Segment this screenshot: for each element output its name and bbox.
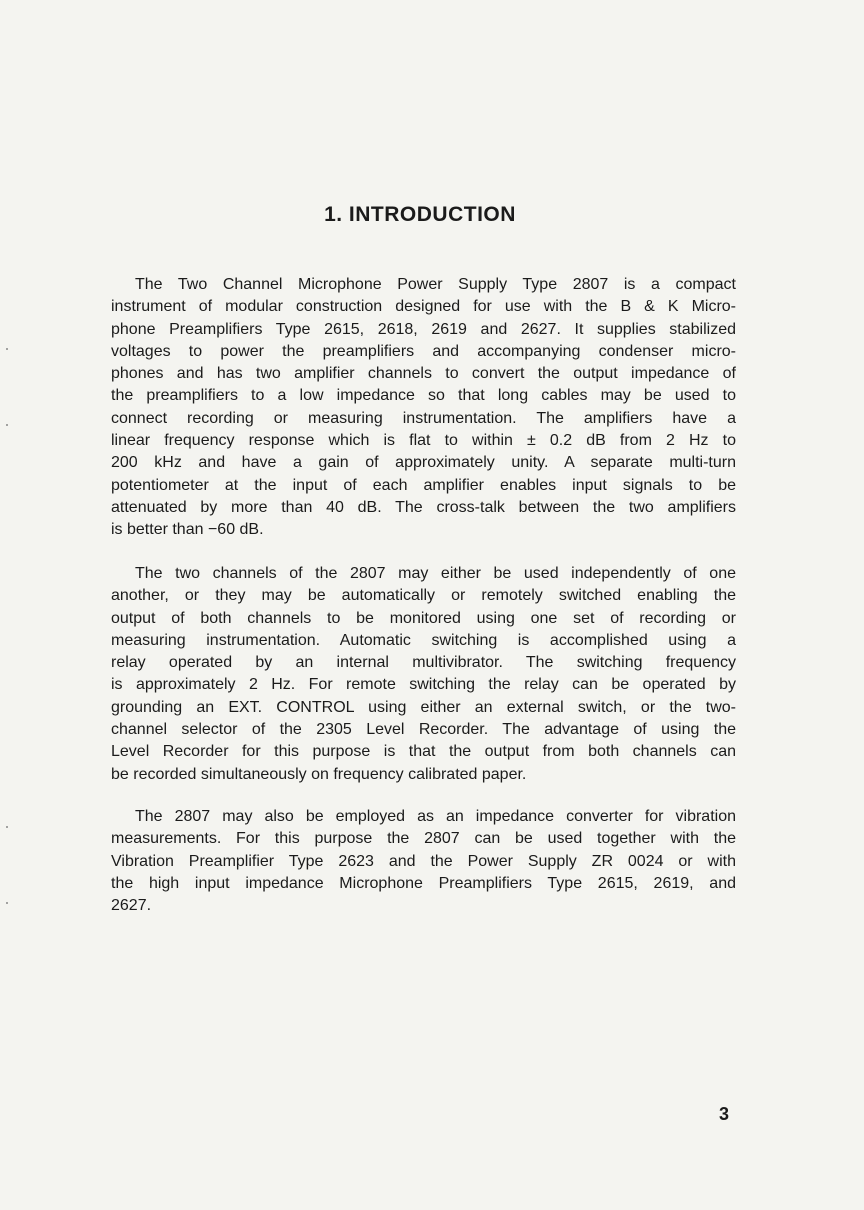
- paragraph-line: is approximately 2 Hz. For remote switching the relay can be operated by: [111, 676, 736, 694]
- paragraph-line: another, or they may be automatically or remotely switched enabling the: [111, 587, 736, 605]
- paragraph-line: the high input impedance Microphone Preamplifiers Type 2615, 2619, and: [111, 874, 736, 892]
- paragraph-line: voltages to power the preamplifiers and accompanying condenser micro-: [111, 342, 736, 360]
- paragraph-line: Vibration Preamplifier Type 2623 and the Power Supply ZR 0024 or with: [111, 852, 736, 870]
- paragraph-line: grounding an EXT. CONTROL using either an external switch, or the two-: [111, 698, 736, 716]
- paragraph-line: phones and has two amplifier channels to convert the output impedance of: [111, 365, 736, 383]
- paragraph-vibration-use: [111, 806, 736, 917]
- paragraph-line: Level Recorder for this purpose is that the output from both channels can: [111, 743, 736, 761]
- paragraph-line: connect recording or measuring instrumentation. The amplifiers have a: [111, 409, 736, 427]
- paragraph-line: potentiometer at the input of each amplifier enables input signals to be: [111, 476, 736, 494]
- paragraph-line: 2627.: [111, 897, 152, 915]
- paragraph-line: attenuated by more than 40 dB. The cross-talk between the two amplifiers: [111, 498, 736, 516]
- paragraph-line: be recorded simultaneously on frequency calibrated paper.: [111, 765, 527, 783]
- paragraph-introduction-overview: [111, 274, 736, 542]
- paragraph-line: The 2807 may also be employed as an impedance converter for vibration: [135, 808, 736, 825]
- section-heading: 1. INTRODUCTION: [324, 203, 516, 226]
- scan-speck: [6, 826, 8, 828]
- scan-speck: [6, 424, 8, 426]
- paragraph-line: relay operated by an internal multivibrator. The switching frequency: [111, 654, 736, 672]
- paragraph-line: 200 kHz and have a gain of approximately unity. A separate multi-turn: [111, 454, 736, 472]
- paragraph-line: The two channels of the 2807 may either be used independently of one: [135, 565, 736, 582]
- paragraph-line: The Two Channel Microphone Power Supply Type 2807 is a compact: [135, 276, 736, 293]
- paragraph-line: channel selector of the 2305 Level Recorder. The advantage of using the: [111, 721, 736, 739]
- paragraph-line: measurements. For this purpose the 2807 can be used together with the: [111, 830, 736, 848]
- paragraph-line: output of both channels to be monitored using one set of recording or: [111, 609, 736, 627]
- paragraph-channel-switching: [111, 563, 736, 786]
- scan-speck: [6, 348, 8, 350]
- paragraph-line: instrument of modular construction designed for use with the B & K Micro-: [111, 298, 736, 316]
- paragraph-line: linear frequency response which is flat to within ± 0.2 dB from 2 Hz to: [111, 432, 736, 450]
- paragraph-line: phone Preamplifiers Type 2615, 2618, 2619 and 2627. It supplies stabilized: [111, 320, 736, 338]
- paragraph-line: the preamplifiers to a low impedance so that long cables may be used to: [111, 387, 736, 405]
- paragraph-line: is better than −60 dB.: [111, 521, 264, 539]
- page-number: 3: [719, 1104, 730, 1124]
- paragraph-line: measuring instrumentation. Automatic switching is accomplished using a: [111, 631, 736, 649]
- scan-speck: [6, 902, 8, 904]
